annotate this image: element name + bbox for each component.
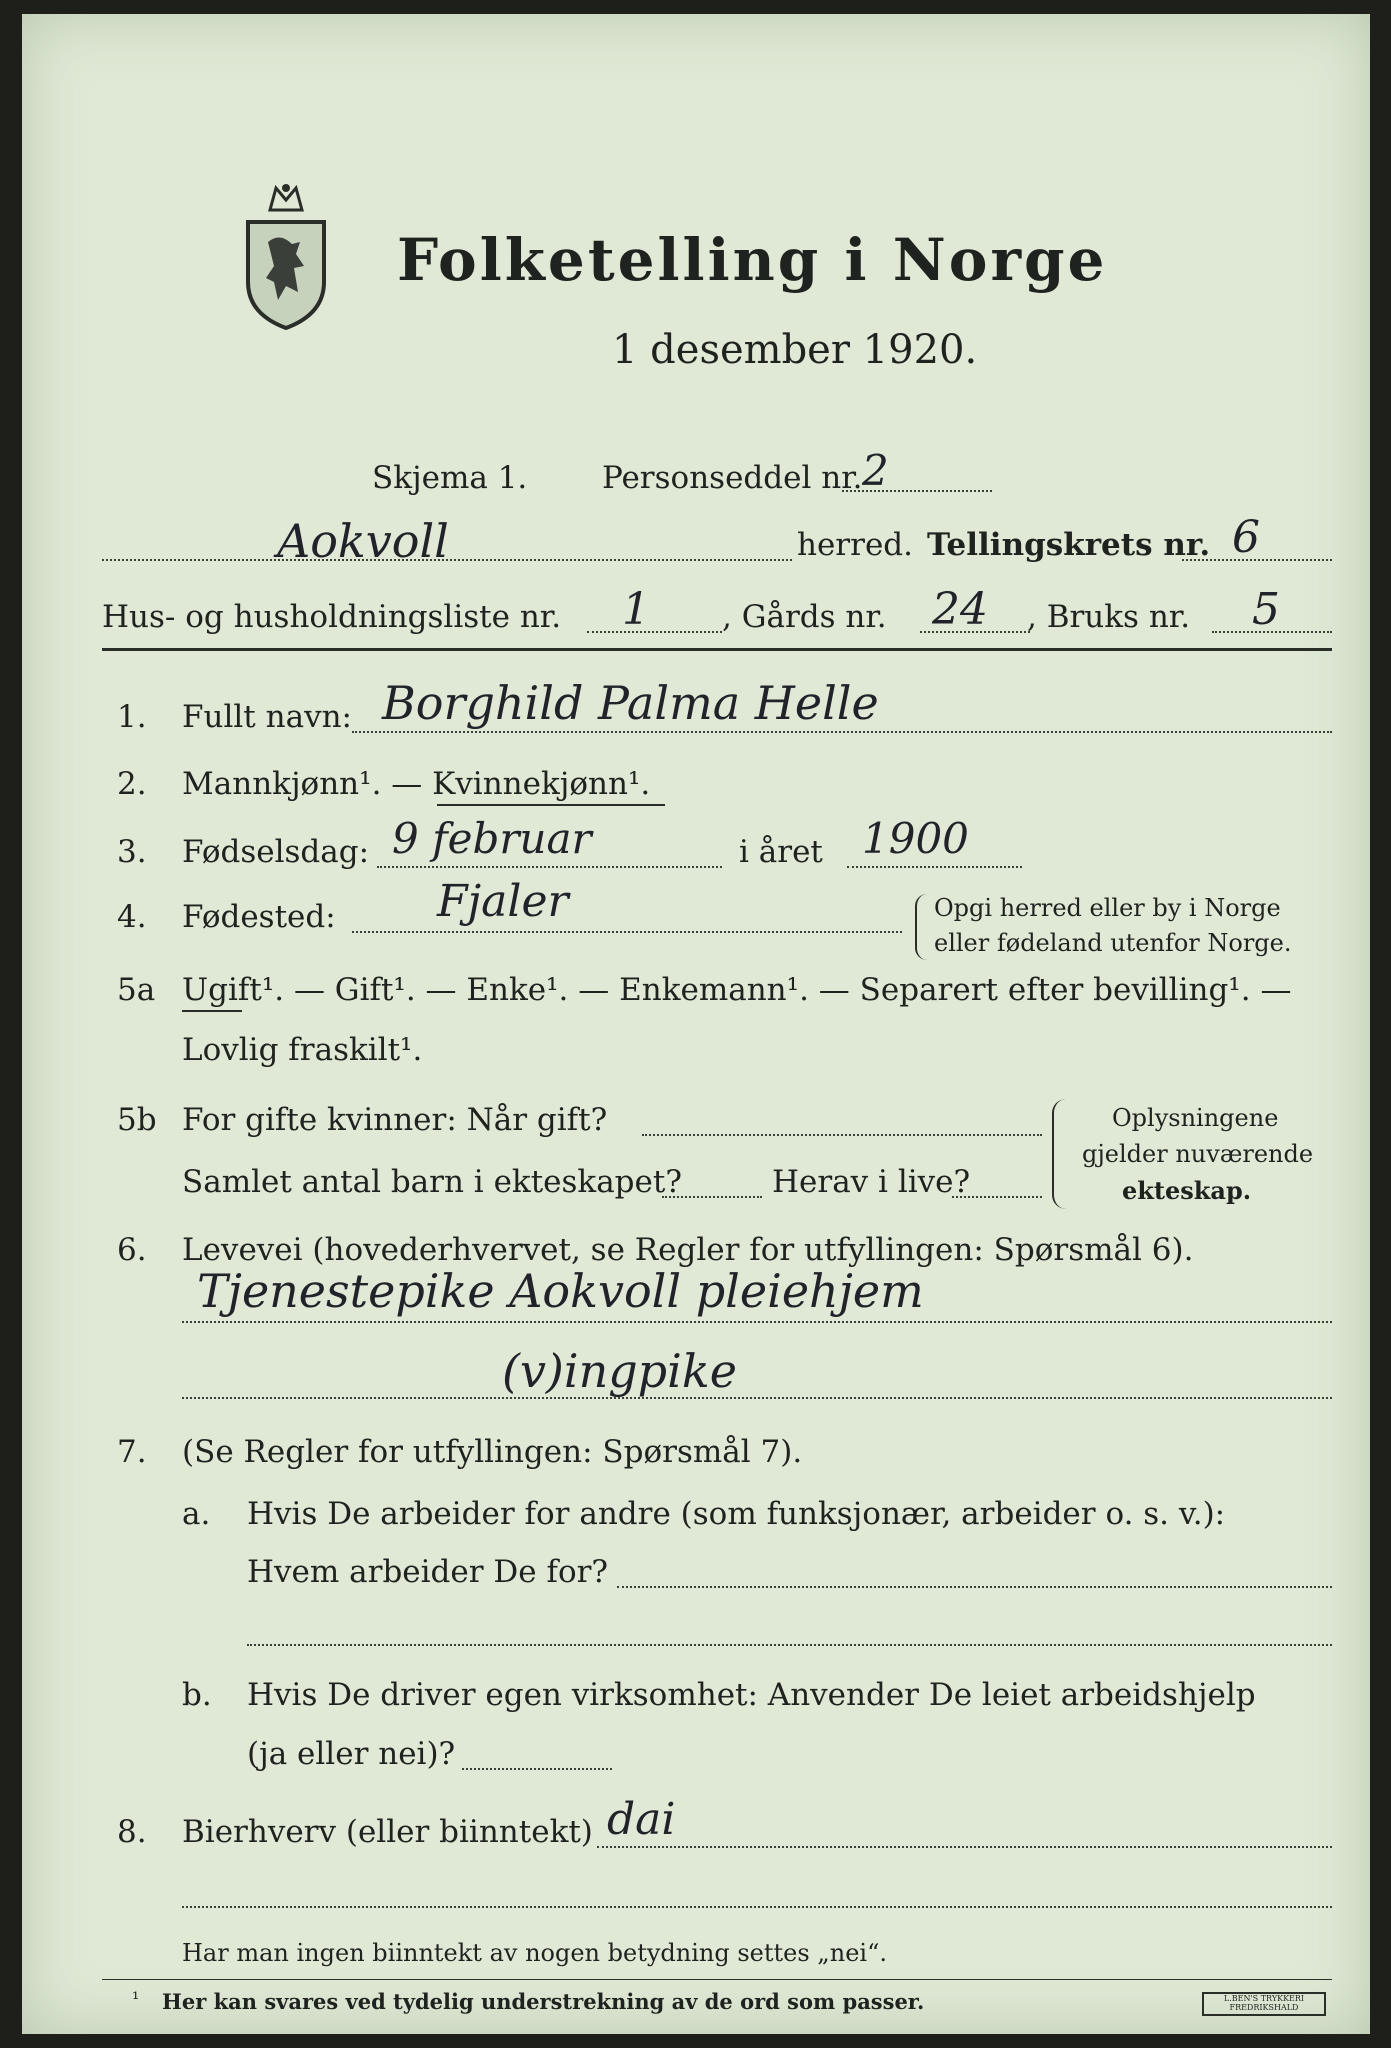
personseddel-value: 2 bbox=[862, 446, 889, 495]
q5b-herav: Herav i live? bbox=[772, 1164, 971, 1200]
q5a-number: 5a bbox=[117, 972, 156, 1008]
q4-value: Fjaler bbox=[437, 876, 569, 927]
q1-value: Borghild Palma Helle bbox=[382, 676, 879, 730]
tellingskrets-value: 6 bbox=[1232, 512, 1260, 563]
q8-line-2 bbox=[182, 1906, 1332, 1908]
q8-number: 8. bbox=[117, 1814, 147, 1850]
footnote-mark: ¹ bbox=[132, 1989, 140, 2010]
q4-line bbox=[352, 931, 902, 933]
schema-label: Skjema 1. bbox=[372, 460, 528, 496]
q7-number: 7. bbox=[117, 1434, 147, 1470]
q4-label: Fødested: bbox=[182, 899, 336, 935]
gards-label: , Gårds nr. bbox=[722, 599, 887, 635]
q3-year-value: 1900 bbox=[862, 814, 969, 863]
q7a-number: a. bbox=[182, 1496, 211, 1532]
q7b-answer-line bbox=[462, 1768, 612, 1770]
personseddel-label: Personseddel nr. bbox=[602, 460, 863, 496]
q1-number: 1. bbox=[117, 699, 147, 735]
q5a-line-2: Lovlig fraskilt¹. bbox=[182, 1032, 423, 1068]
q5b-number: 5b bbox=[117, 1102, 157, 1138]
q1-line bbox=[352, 731, 1332, 733]
herred-value: Aokvoll bbox=[277, 514, 449, 568]
herred-label: herred. bbox=[797, 527, 913, 563]
q6-line-2 bbox=[182, 1397, 1332, 1399]
q5b-line-2: Samlet antal barn i ekteskapet? bbox=[182, 1164, 682, 1200]
q7a-answer-line-2 bbox=[247, 1644, 1332, 1646]
footer-note: Har man ingen biinntekt av nogen betydning settes „nei“. bbox=[182, 1939, 887, 1967]
q7-label: (Se Regler for utfyllingen: Spørsmål 7). bbox=[182, 1434, 803, 1470]
census-form bbox=[22, 14, 1370, 2034]
q1-label: Fullt navn: bbox=[182, 699, 352, 735]
form-title: Folketelling i Norge bbox=[397, 226, 1108, 294]
q5b-children-line bbox=[662, 1196, 762, 1198]
q8-value: dai bbox=[607, 1794, 676, 1845]
q5b-married-line bbox=[642, 1134, 1042, 1136]
q6-value-1: Tjenestepike Aokvoll pleiehjem bbox=[197, 1264, 924, 1318]
q8-line bbox=[597, 1846, 1332, 1848]
q3-number: 3. bbox=[117, 834, 147, 870]
q5b-note-2: gjelder nuværende bbox=[1082, 1140, 1314, 1168]
q6-label: Levevei (hovederhvervet, se Regler for utfyllingen: Spørsmål 6). bbox=[182, 1232, 1194, 1268]
q6-line-1 bbox=[182, 1321, 1332, 1323]
footnote-text: Her kan svares ved tydelig understrekning av de ord som passer. bbox=[162, 1989, 925, 2014]
q8-label: Bierhverv (eller biinntekt) bbox=[182, 1814, 593, 1850]
form-date: 1 desember 1920. bbox=[612, 327, 978, 373]
husliste-label: Hus- og husholdningsliste nr. bbox=[102, 599, 562, 635]
q7b-number: b. bbox=[182, 1677, 212, 1713]
q5a-line-1: Ugift¹. — Gift¹. — Enke¹. — Enkemann¹. — Separert efter bevilling¹. — bbox=[182, 972, 1292, 1008]
printer-stamp: L.BEN'S TRYKKERI FREDRIKSHALD bbox=[1202, 1992, 1326, 2016]
q3-year-label: i året bbox=[739, 834, 823, 870]
q5b-note-1: Oplysningene bbox=[1112, 1104, 1279, 1132]
q4-note-1: Opgi herred eller by i Norge bbox=[934, 894, 1281, 922]
q4-number: 4. bbox=[117, 899, 147, 935]
q3-value: 9 februar bbox=[392, 814, 592, 863]
q6-value-2: (v)ingpike bbox=[502, 1344, 737, 1398]
q5b-brace bbox=[1052, 1099, 1066, 1209]
q2-text: Mannkjønn¹. — Kvinnekjønn¹. bbox=[182, 766, 651, 802]
coat-of-arms-icon bbox=[240, 182, 332, 332]
q3-label: Fødselsdag: bbox=[182, 834, 370, 870]
tellingskrets-label: Tellingskrets nr. bbox=[927, 527, 1211, 563]
q5b-note-3: ekteskap. bbox=[1122, 1176, 1252, 1205]
q4-brace bbox=[915, 894, 927, 960]
gards-value: 24 bbox=[932, 584, 988, 635]
q5b-alive-line bbox=[952, 1196, 1042, 1198]
q2-number: 2. bbox=[117, 766, 147, 802]
husliste-value: 1 bbox=[622, 584, 650, 635]
bruks-value: 5 bbox=[1252, 584, 1280, 635]
q4-note-2: eller fødeland utenfor Norge. bbox=[934, 929, 1292, 957]
q7a-line-1: Hvis De arbeider for andre (som funksjonær, arbeider o. s. v.): bbox=[247, 1496, 1226, 1532]
footer-rule bbox=[102, 1979, 1332, 1980]
q2-underline bbox=[437, 804, 665, 806]
bruks-label: , Bruks nr. bbox=[1027, 599, 1191, 635]
header-rule bbox=[102, 648, 1332, 651]
q7b-line-1: Hvis De driver egen virksomhet: Anvender De leiet arbeidshjelp bbox=[247, 1677, 1256, 1713]
q3-day-line bbox=[377, 866, 722, 868]
q3-year-line bbox=[847, 866, 1022, 868]
q5b-line-1: For gifte kvinner: Når gift? bbox=[182, 1102, 608, 1138]
q6-number: 6. bbox=[117, 1232, 147, 1268]
q5a-underline bbox=[182, 1010, 242, 1012]
q7a-line-2: Hvem arbeider De for? bbox=[247, 1554, 609, 1590]
q7a-answer-line bbox=[617, 1586, 1332, 1588]
q7b-line-2: (ja eller nei)? bbox=[247, 1736, 456, 1772]
husliste-line bbox=[587, 631, 722, 633]
